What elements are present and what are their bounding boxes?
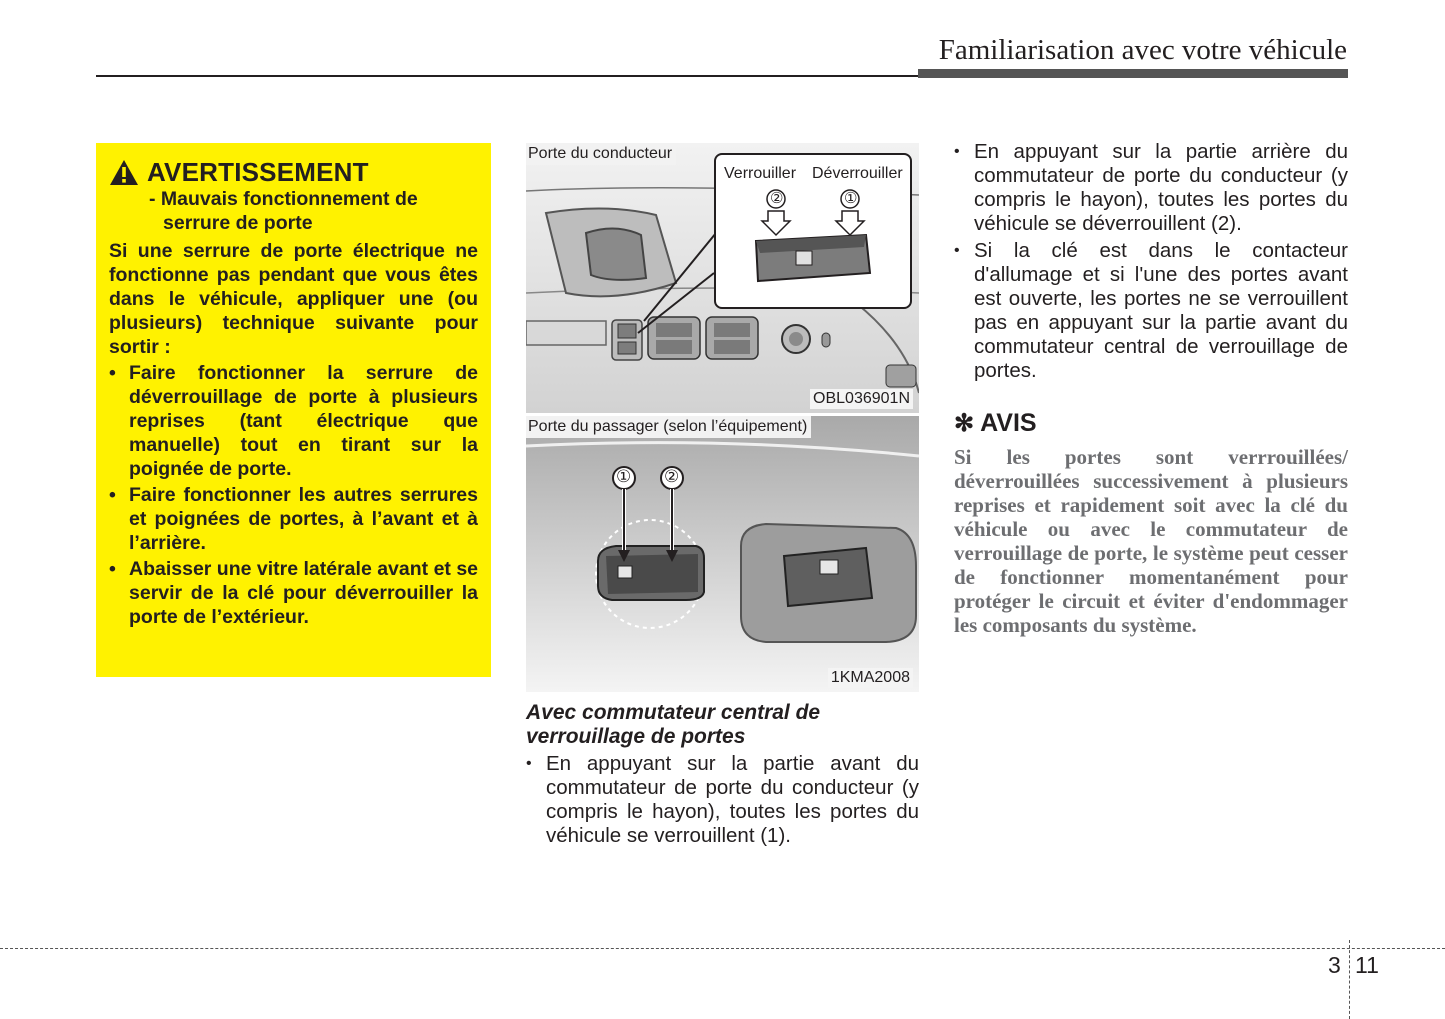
warning-triangle-icon xyxy=(109,159,139,186)
warning-intro: Si une serrure de porte électrique ne fonctionne pas pendant que vous êtes dans le véhicule, appliquer une (ou plusieurs) technique suivante pour sortir : xyxy=(109,240,478,358)
marker-lock: ② xyxy=(770,190,784,207)
warning-subtitle-line1: - Mauvais fonctionnement de xyxy=(149,188,418,210)
figure-passenger-caption: Porte du passager (selon l’équipement) xyxy=(526,416,811,438)
avis-body: Si les portes sont verrrouillées/ déverrouillées successivement à plusieurs reprises et rapidement soit avec la clé du véhicule ou avec le commutateur de verrouillage de porte, le système peut cesser de fonctionner momentanément pour protéger le circuit et éviter d'endommager les composants du système. xyxy=(954,445,1348,637)
marker-1: ① xyxy=(616,467,632,486)
bullet-item: • Si la clé est dans le contacteur d'allumage et si l'une des portes avant est ouverte, les portes ne se verrouillent pas en appuyant sur la partie avant du commutateur central de verrouillage de portes. xyxy=(954,239,1348,383)
asterisk-icon: ✻ xyxy=(954,410,975,437)
central-lock-body xyxy=(526,752,919,848)
passenger-door-illustration xyxy=(526,416,919,692)
bullet-item: • En appuyant sur la partie arrière du commutateur de porte du conducteur (y compris le hayon), toutes les portes du véhicule se déverrouillent (2). xyxy=(954,140,1348,236)
warning-title: AVERTISSEMENT xyxy=(147,157,369,187)
footer-rule xyxy=(0,948,1445,949)
page-number: 11 xyxy=(1355,952,1379,978)
warning-list xyxy=(109,361,478,629)
figure-passenger-code: 1KMA2008 xyxy=(828,668,913,688)
right-column-body xyxy=(954,140,1348,386)
warning-list-item: • Faire fonctionner les autres serrures et poignées de portes, à l’avant et à l’arrière. xyxy=(109,483,478,555)
figure-driver-door xyxy=(526,143,919,413)
warning-list-item: • Abaisser une vitre latérale avant et se servir de la clé pour déverrouiller la porte de l’extérieur. xyxy=(109,557,478,629)
avis-title: AVIS xyxy=(980,409,1037,437)
lock-switch-detail xyxy=(716,155,910,307)
figure-driver-caption: Porte du conducteur xyxy=(526,143,676,165)
label-unlock: Déverrouiller xyxy=(812,165,903,182)
marker-2: ② xyxy=(664,467,680,486)
figure-driver-code: OBL036901N xyxy=(810,389,913,409)
warning-list-item: • Faire fonctionner la serrure de déverrouillage de porte à plusieurs reprises (tant électrique que manuelle) tout en tirant sur la poignée de porte. xyxy=(109,361,478,481)
central-lock-heading: Avec commutateur central de verrouillage de portes xyxy=(526,701,821,748)
warning-subtitle-line2: serrure de porte xyxy=(163,212,313,234)
warning-subtitle xyxy=(109,187,478,235)
header-bar xyxy=(918,69,1348,78)
avis-heading xyxy=(954,409,1037,438)
warning-heading xyxy=(109,157,478,187)
warning-box xyxy=(96,143,491,677)
page-chapter: 3 xyxy=(1328,952,1341,978)
figure-passenger-door xyxy=(526,416,919,692)
page-header-title: Familiarisation avec votre véhicule xyxy=(938,34,1347,66)
bullet-item: • En appuyant sur la partie avant du commutateur de porte du conducteur (y compris le hayon), toutes les portes du véhicule se verrouillent (1). xyxy=(526,752,919,848)
footer-separator xyxy=(1349,940,1350,1019)
label-lock: Verrouiller xyxy=(724,165,797,182)
marker-unlock: ① xyxy=(844,190,858,207)
lock-switch-callout xyxy=(714,153,912,309)
